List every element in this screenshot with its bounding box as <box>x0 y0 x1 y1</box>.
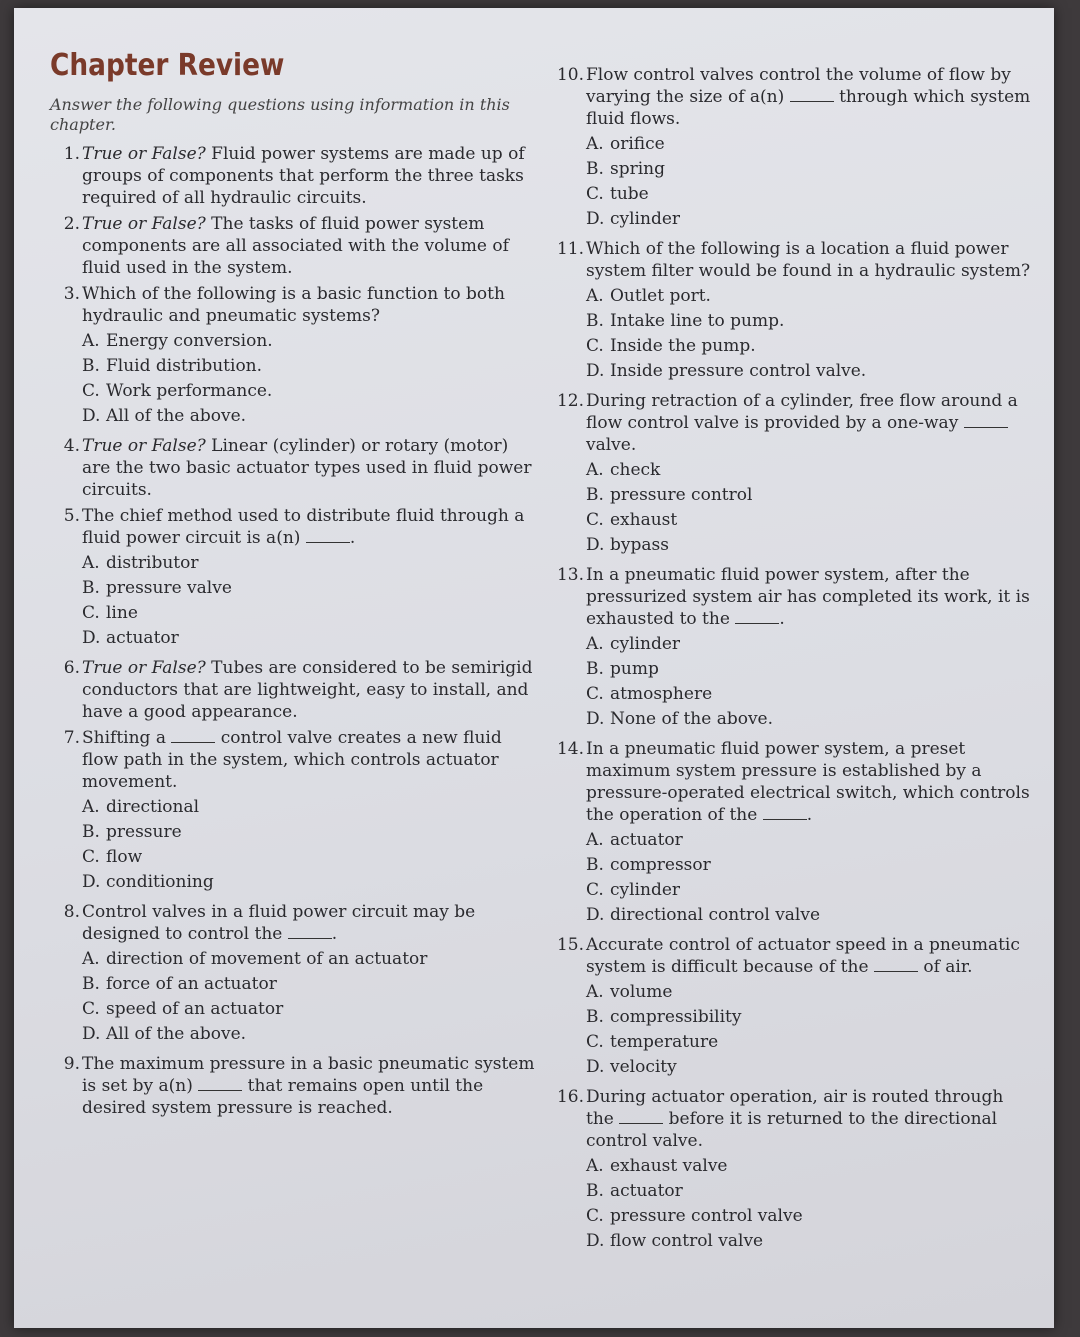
option-letter: A. <box>586 286 604 306</box>
option-letter: D. <box>586 709 605 729</box>
answer-option <box>586 533 1034 558</box>
answer-blank <box>790 87 834 102</box>
true-false-label: True or False? <box>82 436 206 456</box>
answer-option <box>82 845 540 870</box>
question-stem <box>82 657 540 723</box>
question-item <box>50 283 540 429</box>
option-text: speed of an actuator <box>106 999 284 1019</box>
answer-option <box>586 157 1034 182</box>
answer-option <box>82 354 540 379</box>
option-letter: D. <box>586 209 605 229</box>
answer-option <box>82 795 540 820</box>
question-text: During actuator operation, air is routed through the <box>586 1087 1004 1129</box>
question-stem <box>82 901 540 945</box>
option-letter: C. <box>586 510 604 530</box>
answer-option <box>586 1179 1034 1204</box>
question-number: 8. <box>63 902 80 922</box>
option-text: Energy conversion. <box>106 331 273 351</box>
option-letter: C. <box>586 880 604 900</box>
answer-option <box>82 601 540 626</box>
answer-option <box>82 947 540 972</box>
answer-option <box>82 379 540 404</box>
question-stem <box>82 435 540 501</box>
option-letter: A. <box>82 797 100 817</box>
question-stem <box>586 564 1034 630</box>
option-text: pressure valve <box>106 578 232 598</box>
question-text: In a pneumatic fluid power system, after the pressurized system air has completed its work, it is exhausted to the <box>586 565 1030 629</box>
option-letter: A. <box>586 634 604 654</box>
question-item <box>554 1086 1034 1254</box>
option-text: flow <box>106 847 143 867</box>
question-text: In a pneumatic fluid power system, a preset maximum system pressure is established by a pressure-operated electrical switch, which controls the operation of the <box>586 739 1030 825</box>
answer-option <box>586 878 1034 903</box>
option-text: Intake line to pump. <box>610 311 785 331</box>
question-text-after-blank: before it is returned to the directional control valve. <box>586 1109 998 1151</box>
left-column <box>50 8 540 1123</box>
question-number: 9. <box>63 1054 80 1074</box>
answer-options <box>586 132 1034 232</box>
answer-option <box>82 870 540 895</box>
answer-option <box>586 980 1034 1005</box>
question-stem <box>586 738 1034 826</box>
question-item <box>50 435 540 501</box>
question-text: Flow control valves control the volume of flow by varying the size of a(n) <box>586 65 1011 107</box>
option-letter: B. <box>586 855 604 875</box>
answer-options <box>82 947 540 1047</box>
question-item <box>554 238 1034 384</box>
answer-option <box>82 972 540 997</box>
answer-option <box>586 309 1034 334</box>
answer-option <box>586 334 1034 359</box>
question-number: 2. <box>63 214 80 234</box>
answer-option <box>82 626 540 651</box>
option-text: actuator <box>610 830 683 850</box>
true-false-label: True or False? <box>82 658 206 678</box>
question-text-after-blank: . <box>331 924 338 944</box>
option-letter: A. <box>586 460 604 480</box>
option-text: bypass <box>610 535 669 555</box>
option-text: All of the above. <box>106 1024 247 1044</box>
option-letter: C. <box>586 184 604 204</box>
answer-option <box>586 182 1034 207</box>
answer-blank <box>198 1076 242 1091</box>
option-letter: B. <box>586 659 604 679</box>
option-letter: D. <box>586 905 605 925</box>
question-stem <box>82 213 540 279</box>
option-text: tube <box>610 184 649 204</box>
option-text: actuator <box>106 628 179 648</box>
option-letter: D. <box>586 1057 605 1077</box>
question-number: 4. <box>63 436 80 456</box>
answer-options <box>586 828 1034 928</box>
option-text: cylinder <box>610 634 681 654</box>
question-number: 7. <box>63 728 80 748</box>
answer-option <box>586 207 1034 232</box>
option-text: Inside the pump. <box>610 336 756 356</box>
question-text: Accurate control of actuator speed in a pneumatic system is difficult because of the <box>586 935 1020 977</box>
answer-blank <box>171 728 215 743</box>
answer-option <box>586 1030 1034 1055</box>
question-text: Tubes are considered to be semirigid conductors that are lightweight, easy to install, and have a good appearance. <box>82 658 533 722</box>
option-letter: B. <box>82 822 100 842</box>
answer-option <box>586 828 1034 853</box>
question-stem <box>586 64 1034 130</box>
question-stem <box>82 727 540 793</box>
option-text: conditioning <box>106 872 214 892</box>
answer-blank <box>735 609 779 624</box>
answer-options <box>82 551 540 651</box>
answer-option <box>82 1022 540 1047</box>
answer-option <box>82 997 540 1022</box>
option-text: cylinder <box>610 209 681 229</box>
answer-option <box>586 1005 1034 1030</box>
option-letter: B. <box>586 159 604 179</box>
option-letter: C. <box>82 381 100 401</box>
answer-option <box>586 632 1034 657</box>
option-letter: C. <box>82 847 100 867</box>
question-text-after-blank: valve. <box>586 435 637 455</box>
question-text: Which of the following is a basic function to both hydraulic and pneumatic systems? <box>82 284 505 326</box>
answer-option <box>586 284 1034 309</box>
question-number: 11. <box>556 239 584 259</box>
question-text: During retraction of a cylinder, free flow around a flow control valve is provided by a one-way <box>586 391 1018 433</box>
answer-option <box>586 707 1034 732</box>
option-text: cylinder <box>610 880 681 900</box>
option-letter: B. <box>586 485 604 505</box>
question-item <box>50 1053 540 1119</box>
option-letter: B. <box>586 1181 604 1201</box>
answer-option <box>586 903 1034 928</box>
answer-blank <box>306 528 350 543</box>
question-text-after-blank: . <box>779 609 785 629</box>
option-letter: B. <box>82 356 100 376</box>
question-item <box>554 738 1034 928</box>
option-letter: A. <box>586 982 604 1002</box>
question-item <box>554 564 1034 732</box>
option-letter: A. <box>586 830 604 850</box>
answer-blank <box>288 924 332 939</box>
question-item <box>554 64 1034 232</box>
option-letter: D. <box>586 535 605 555</box>
question-text-after-blank: . <box>806 805 813 825</box>
option-text: atmosphere <box>610 684 713 704</box>
answer-option <box>82 329 540 354</box>
right-question-list <box>554 64 1034 1254</box>
option-text: temperature <box>610 1032 719 1052</box>
option-text: All of the above. <box>106 406 247 426</box>
option-letter: D. <box>586 361 605 381</box>
question-text: The maximum pressure in a basic pneumatic system is set by a(n) <box>82 1054 535 1096</box>
page-title: Chapter Review <box>50 48 285 83</box>
option-text: Inside pressure control valve. <box>610 361 867 381</box>
question-stem <box>82 1053 540 1119</box>
option-text: line <box>106 603 138 623</box>
question-item <box>50 727 540 895</box>
question-text-after-blank: that remains open until the desired system pressure is reached. <box>82 1076 484 1118</box>
option-text: compressibility <box>610 1007 742 1027</box>
answer-option <box>586 1204 1034 1229</box>
option-text: actuator <box>610 1181 683 1201</box>
question-stem <box>82 505 540 549</box>
question-text: Shifting a <box>82 728 166 748</box>
option-letter: B. <box>82 578 100 598</box>
question-text: Which of the following is a location a fluid power system filter would be found in a hydraulic system? <box>586 239 1031 281</box>
question-item <box>50 213 540 279</box>
question-item <box>554 390 1034 558</box>
option-letter: A. <box>82 949 100 969</box>
answer-option <box>586 682 1034 707</box>
question-item <box>50 657 540 723</box>
answer-options <box>82 795 540 895</box>
option-letter: D. <box>586 1231 605 1251</box>
intro-text: Answer the following questions using information in this chapter. <box>50 95 510 134</box>
right-column <box>554 8 1034 1260</box>
option-text: check <box>610 460 661 480</box>
option-text: directional <box>106 797 200 817</box>
option-text: flow control valve <box>610 1231 764 1251</box>
option-text: None of the above. <box>610 709 774 729</box>
question-stem <box>586 238 1034 282</box>
option-letter: C. <box>586 684 604 704</box>
answer-blank <box>874 957 918 972</box>
answer-option <box>586 657 1034 682</box>
option-letter: D. <box>82 406 101 426</box>
answer-option <box>82 404 540 429</box>
option-text: exhaust <box>610 510 678 530</box>
answer-option <box>82 820 540 845</box>
question-item <box>50 505 540 651</box>
question-stem <box>82 283 540 327</box>
option-letter: A. <box>82 331 100 351</box>
option-text: pressure control <box>610 485 753 505</box>
option-text: exhaust valve <box>610 1156 728 1176</box>
option-letter: C. <box>586 1206 604 1226</box>
answer-option <box>82 551 540 576</box>
option-letter: C. <box>586 1032 604 1052</box>
question-number: 1. <box>63 144 80 164</box>
answer-options <box>82 329 540 429</box>
answer-options <box>586 458 1034 558</box>
question-item <box>554 934 1034 1080</box>
textbook-page <box>14 8 1054 1328</box>
option-letter: B. <box>586 1007 604 1027</box>
question-text-after-blank: through which system fluid flows. <box>586 87 1031 129</box>
question-stem <box>82 143 540 209</box>
question-number: 16. <box>556 1087 584 1107</box>
answer-options <box>586 284 1034 384</box>
answer-option <box>586 483 1034 508</box>
question-text-after-blank: of air. <box>923 957 973 977</box>
question-number: 15. <box>556 935 584 955</box>
question-text-after-blank: . <box>349 528 356 548</box>
question-number: 5. <box>63 506 80 526</box>
option-text: pressure <box>106 822 182 842</box>
answer-blank <box>619 1109 663 1124</box>
option-text: Work performance. <box>106 381 273 401</box>
question-number: 6. <box>63 658 80 678</box>
question-number: 3. <box>63 284 80 304</box>
question-text-after-blank: control valve creates a new fluid flow path in the system, which controls actuator movement. <box>82 728 502 792</box>
true-false-label: True or False? <box>82 144 206 164</box>
option-text: pressure control valve <box>610 1206 803 1226</box>
option-text: orifice <box>610 134 665 154</box>
question-stem <box>586 934 1034 978</box>
question-text: Control valves in a fluid power circuit may be designed to control the <box>82 902 476 944</box>
option-letter: C. <box>82 999 100 1019</box>
option-letter: C. <box>586 336 604 356</box>
question-number: 10. <box>556 65 584 85</box>
option-text: force of an actuator <box>106 974 277 994</box>
option-letter: A. <box>82 553 100 573</box>
option-letter: C. <box>82 603 100 623</box>
option-text: Outlet port. <box>610 286 711 306</box>
question-text: Fluid power systems are made up of groups of components that perform the three tasks required of all hydraulic circuits. <box>82 144 525 208</box>
question-text: Linear (cylinder) or rotary (motor) are the two basic actuator types used in fluid power circuits. <box>82 436 532 500</box>
true-false-label: True or False? <box>82 214 206 234</box>
answer-options <box>586 1154 1034 1254</box>
option-letter: B. <box>82 974 100 994</box>
answer-option <box>82 576 540 601</box>
answer-option <box>586 359 1034 384</box>
option-letter: A. <box>586 134 604 154</box>
question-text: The chief method used to distribute fluid through a fluid power circuit is a(n) <box>82 506 525 548</box>
question-text: The tasks of fluid power system components are all associated with the volume of fluid used in the system. <box>82 214 509 278</box>
option-text: compressor <box>610 855 711 875</box>
answer-option <box>586 132 1034 157</box>
answer-option <box>586 508 1034 533</box>
question-number: 12. <box>556 391 584 411</box>
option-text: distributor <box>106 553 199 573</box>
option-text: volume <box>610 982 673 1002</box>
option-letter: B. <box>586 311 604 331</box>
option-text: direction of movement of an actuator <box>106 949 428 969</box>
question-item <box>50 143 540 209</box>
left-question-list <box>50 143 540 1119</box>
answer-option <box>586 1055 1034 1080</box>
option-text: spring <box>610 159 666 179</box>
question-stem <box>586 390 1034 456</box>
question-item <box>50 901 540 1047</box>
option-text: directional control valve <box>610 905 821 925</box>
question-stem <box>586 1086 1034 1152</box>
option-text: velocity <box>610 1057 677 1077</box>
option-text: Fluid distribution. <box>106 356 263 376</box>
option-letter: D. <box>82 628 101 648</box>
answer-options <box>586 632 1034 732</box>
question-number: 13. <box>556 565 584 585</box>
answer-option <box>586 853 1034 878</box>
option-letter: D. <box>82 872 101 892</box>
answer-blank <box>763 805 807 820</box>
question-number: 14. <box>556 739 584 759</box>
option-letter: D. <box>82 1024 101 1044</box>
answer-options <box>586 980 1034 1080</box>
option-text: pump <box>610 659 659 679</box>
option-letter: A. <box>586 1156 604 1176</box>
answer-blank <box>964 413 1008 428</box>
answer-option <box>586 458 1034 483</box>
answer-option <box>586 1154 1034 1179</box>
answer-option <box>586 1229 1034 1254</box>
